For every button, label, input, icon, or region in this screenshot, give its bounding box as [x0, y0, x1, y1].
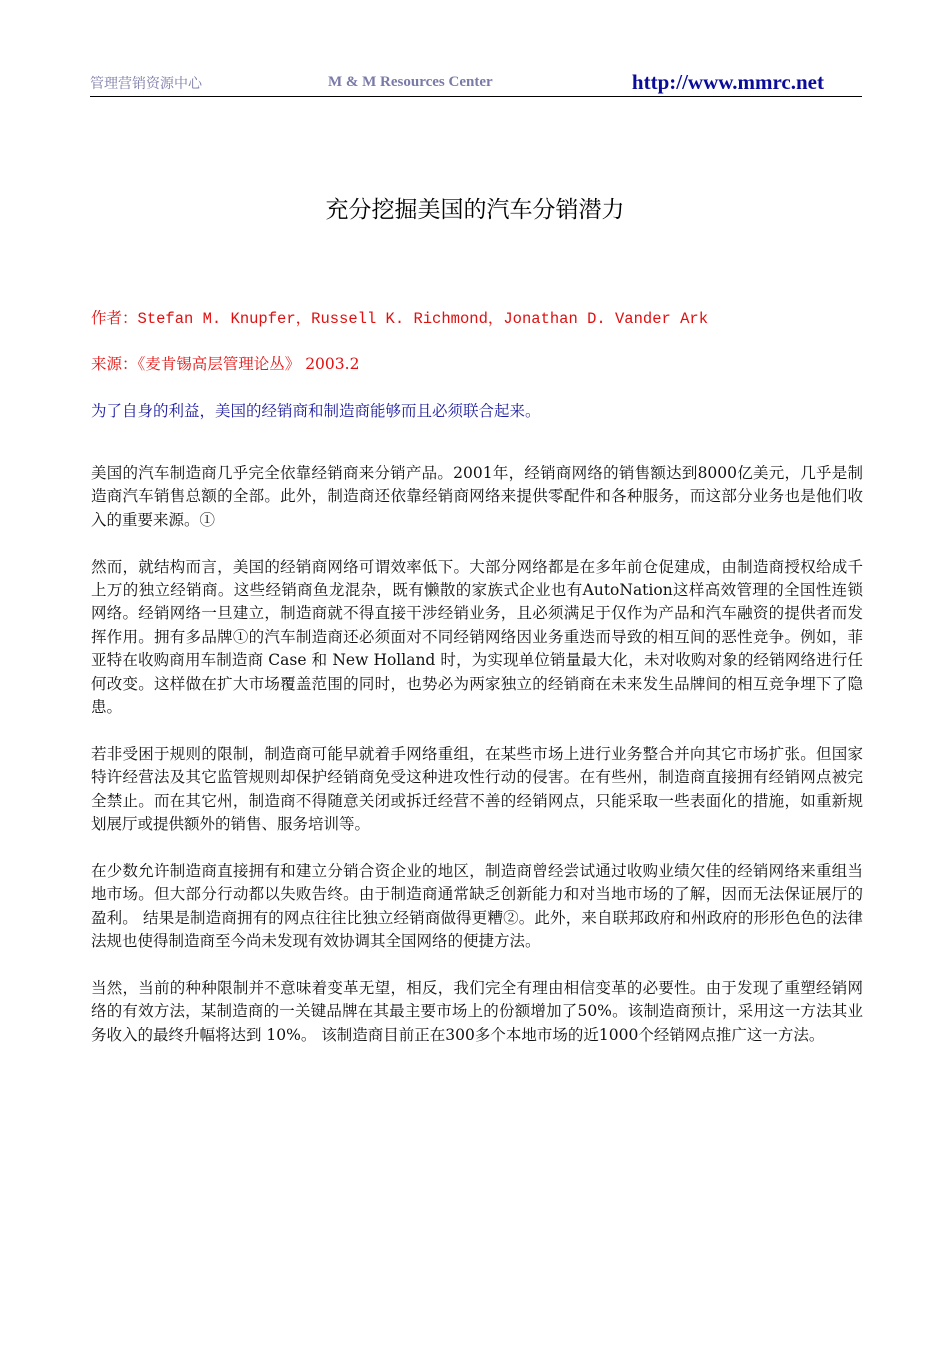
source-label: 来源：: [91, 355, 138, 373]
header-url-link[interactable]: http://www.mmrc.net: [631, 70, 824, 94]
article-body: [91, 462, 863, 1070]
header-center-name: M & M Resources Center: [328, 74, 493, 90]
article-title: 充分挖掘美国的汽车分销潜力: [325, 197, 625, 223]
authors-label: 作者：: [91, 309, 138, 327]
paragraph: 若非受困于规则的限制，制造商可能早就着手网络重组，在某些市场上进行业务整合并向其它市场扩张。但国家特许经营法及其它监管规则却保护经销商免受这种进攻性行动的侵害。在有些州，制造商直接拥有经销网点被完全禁止。而在其它州，制造商不得随意关闭或拆迁经营不善的经销网点，只能采取一些表面化的措施，如重新规划展厅或提供额外的销售、服务培训等。: [91, 744, 863, 834]
source-value: 《麦肯锡高层管理论丛》 2003.2: [137, 355, 360, 373]
header-org-name: 管理营销资源中心: [90, 76, 202, 92]
article-subtitle: 为了自身的利益，美国的经销商和制造商能够而且必须联合起来。: [91, 402, 541, 420]
article-authors: [91, 306, 708, 328]
paragraph: 然而，就结构而言，美国的经销商网络可谓效率低下。大部分网络都是在多年前仓促建成，由制造商授权给成千上万的独立经销商。这些经销商鱼龙混杂，既有懒散的家族式企业也有AutoNation这样高效管理的全国性连锁网络。经销网络一旦建立，制造商就不得直接干涉经销业务，且必须满足于仅作为产品和汽车融资的提供者而发挥作用。拥有多品牌①的汽车制造商还必须面对不同经销网络因业务重迭而导致的相互间的恶性竞争。例如，菲亚特在收购商用车制造商 Case 和 New Holland 时，为实现单位销量最大化，未对收购对象的经销网络进行任何改变。这样做在扩大市场覆盖范围的同时，也势必为两家独立的经销商在未来发生品牌间的相互竞争埋下了隐患。: [91, 557, 863, 717]
authors-names: Stefan M. Knupfer，Russell K. Richmond，Jonathan D. Vander Ark: [137, 310, 709, 328]
paragraph: 在少数允许制造商直接拥有和建立分销合资企业的地区，制造商曾经尝试通过收购业绩欠佳的经销网络来重组当地市场。但大部分行动都以失败告终。由于制造商通常缺乏创新能力和对当地市场的了解，因而无法保证展厅的盈利。 结果是制造商拥有的网点往往比独立经销商做得更糟②。此外，来自联邦政府和州政府的形形色色的法律法规也使得制造商至今尚未发现有效协调其全国网络的便捷方法。: [91, 861, 863, 951]
paragraph: 美国的汽车制造商几乎完全依靠经销商来分销产品。2001年，经销商网络的销售额达到8000亿美元，几乎是制造商汽车销售总额的全部。此外，制造商还依靠经销商网络来提供零配件和各种服务，而这部分业务也是他们收入的重要来源。①: [91, 464, 863, 529]
page-header: [90, 70, 862, 97]
article-source: [91, 352, 359, 374]
paragraph: 当然，当前的种种限制并不意味着变革无望，相反，我们完全有理由相信变革的必要性。由于发现了重塑经销网络的有效方法，某制造商的一关键品牌在其最主要市场上的份额增加了50%。该制造商预计，采用这一方法其业务收入的最终升幅将达到 10%。 该制造商目前正在300多个本地市场的近1000个经销网点推广这一方法。: [91, 978, 863, 1044]
